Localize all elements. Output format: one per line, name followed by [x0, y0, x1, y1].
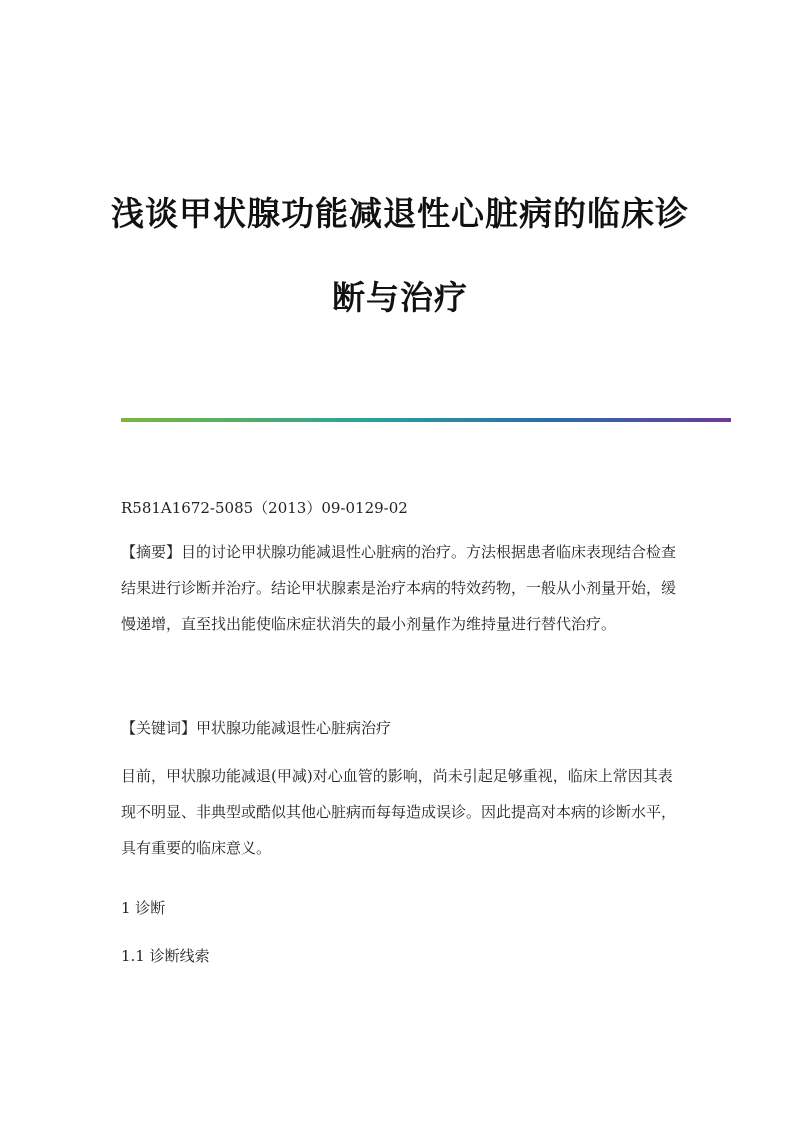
gradient-divider: [121, 418, 731, 422]
title-line-2: 断与治疗: [332, 278, 468, 317]
intro-paragraph: 目前，甲状腺功能减退(甲减)对心血管的影响，尚未引起足够重视，临床上常因其表现不明显、非典型或酷似其他心脏病而每每造成误诊。因此提高对本病的诊断水平，具有重要的临床意义。: [121, 767, 677, 857]
section-heading-1-1: 1.1 诊断线索: [121, 947, 210, 965]
abstract-paragraph: [121, 534, 681, 642]
title-line-1: 浅谈甲状腺功能减退性心脏病的临床诊: [111, 194, 689, 233]
keywords-label: 【关键词】: [121, 719, 197, 737]
section-heading-1: 1 诊断: [121, 899, 166, 917]
classification-number: R581A1672-5085（2013）09-0129-02: [121, 499, 408, 517]
abstract-text: 目的讨论甲状腺功能减退性心脏病的治疗。方法根据患者临床表现结合检查结果进行诊断并治疗。结论甲状腺素是治疗本病的特效药物，一般从小剂量开始，缓慢递增，直至找出能使临床症状消失的最小剂量作为维持量进行替代治疗。: [121, 543, 677, 633]
keywords-text: 甲状腺功能减退性心脏病治疗: [196, 719, 392, 737]
keywords-paragraph: [121, 710, 681, 746]
abstract-label: 【摘要】: [121, 543, 182, 561]
